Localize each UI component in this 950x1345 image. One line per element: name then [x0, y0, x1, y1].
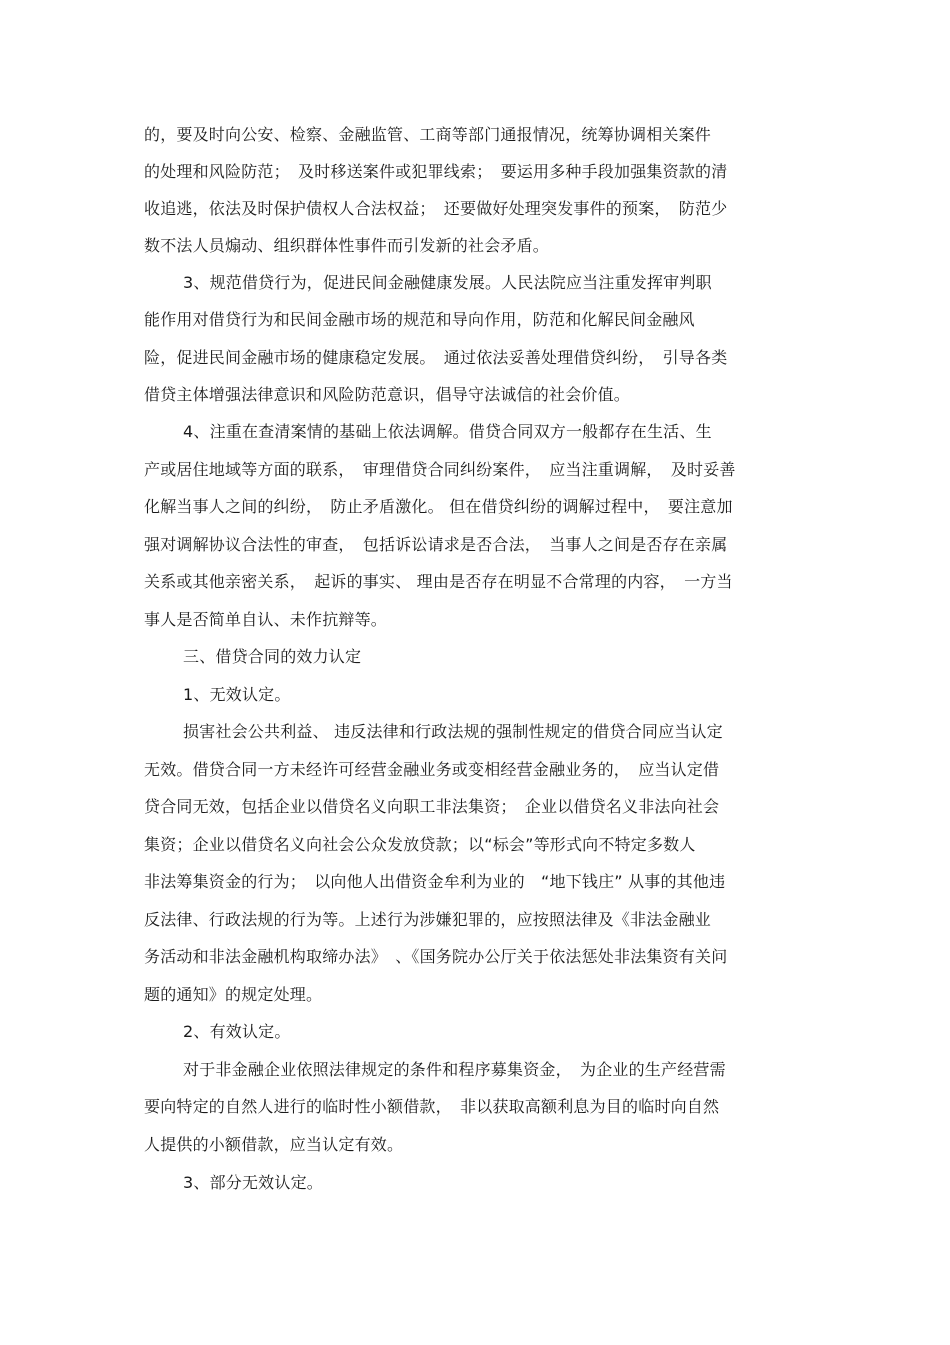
text-line: 要向特定的自然人进行的临时性小额借款， 非以获取高额利息为目的临时向自然 [144, 1097, 720, 1116]
text-line: 化解当事人之间的纠纷， 防止矛盾激化。 但在借贷纠纷的调解过程中， 要注意加 [144, 497, 733, 516]
text-line: 非法筹集资金的行为； 以向他人出借资金牟利为业的 “地下钱庄” 从事的其他违 [144, 872, 726, 891]
text-line: 人提供的小额借款，应当认定有效。 [144, 1135, 404, 1154]
section-heading: 三、借贷合同的效力认定 [183, 647, 362, 666]
subsection-heading: 2、有效认定。 [183, 1022, 291, 1041]
text-line: 事人是否简单自认、未作抗辩等。 [144, 610, 388, 629]
text-line: 借贷主体增强法律意识和风险防范意识，倡导守法诚信的社会价值。 [144, 385, 631, 404]
text-line: 4、注重在查清案情的基础上依法调解。借贷合同双方一般都存在生活、生 [183, 422, 712, 441]
text-line: 无效。借贷合同一方未经许可经营金融业务或变相经营金融业务的， 应当认定借 [144, 760, 720, 779]
text-line: 能作用对借贷行为和民间金融市场的规范和导向作用，防范和化解民间金融风 [144, 310, 695, 329]
text-line: 产或居住地域等方面的联系， 审理借贷合同纠纷案件， 应当注重调解， 及时妥善 [144, 460, 736, 479]
text-line: 对于非金融企业依照法律规定的条件和程序募集资金， 为企业的生产经营需 [183, 1060, 726, 1079]
text-line: 反法律、行政法规的行为等。上述行为涉嫌犯罪的，应按照法律及《非法金融业 [144, 910, 712, 929]
text-line: 贷合同无效，包括企业以借贷名义向职工非法集资； 企业以借贷名义非法向社会 [144, 797, 720, 816]
subsection-heading: 1、无效认定。 [183, 685, 291, 704]
text-line: 关系或其他亲密关系， 起诉的事实、 理由是否存在明显不合常理的内容， 一方当 [144, 572, 733, 591]
text-line: 的，要及时向公安、检察、金融监管、工商等部门通报情况，统筹协调相关案件 [144, 125, 712, 144]
text-line: 险，促进民间金融市场的健康稳定发展。 通过依法妥善处理借贷纠纷， 引导各类 [144, 348, 728, 367]
text-line: 的处理和风险防范； 及时移送案件或犯罪线索； 要运用多种手段加强集资款的清 [144, 162, 728, 181]
text-line: 3、规范借贷行为，促进民间金融健康发展。人民法院应当注重发挥审判职 [183, 273, 712, 292]
text-line: 数不法人员煽动、组织群体性事件而引发新的社会矛盾。 [144, 236, 550, 255]
text-line: 题的通知》的规定处理。 [144, 985, 323, 1004]
text-line: 损害社会公共利益、 违反法律和行政法规的强制性规定的借贷合同应当认定 [183, 722, 723, 741]
text-line: 务活动和非法金融机构取缔办法》 、《国务院办公厅关于依法惩处非法集资有关问 [144, 947, 728, 966]
subsection-heading: 3、部分无效认定。 [183, 1173, 323, 1192]
text-line: 收追逃，依法及时保护债权人合法权益； 还要做好处理突发事件的预案， 防范少 [144, 199, 728, 218]
text-line: 强对调解协议合法性的审查， 包括诉讼请求是否合法， 当事人之间是否存在亲属 [144, 535, 728, 554]
text-line: 集资；企业以借贷名义向社会公众发放贷款；以“标会”等形式向不特定多数人 [144, 835, 696, 854]
